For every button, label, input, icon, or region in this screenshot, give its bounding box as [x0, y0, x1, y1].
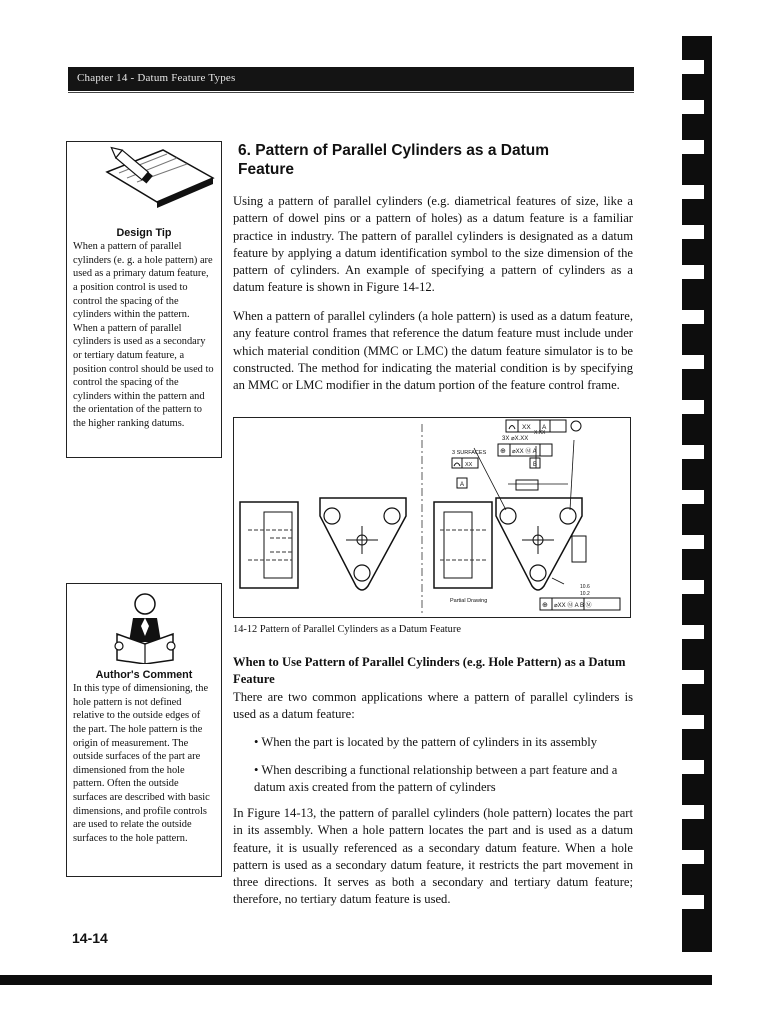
svg-text:⊕: ⊕ [542, 602, 548, 609]
binding-tab [674, 140, 704, 154]
binding-tab [674, 760, 704, 774]
pencil-drawing-icon [67, 142, 221, 222]
authors-comment-box [66, 583, 222, 877]
binding-tab [674, 580, 704, 594]
chapter-header-bar [68, 67, 634, 91]
binding-tab [674, 535, 704, 549]
datum-a-label: A [460, 482, 465, 488]
partial-drawing-label: Partial Drawing [450, 598, 488, 604]
page-number: 14-14 [72, 930, 108, 946]
binding-tab [674, 805, 704, 819]
design-tip-body: When a pattern of parallel cylinders (e. g. a hole pattern) are used as a primary datum feature, a position control is used to control the spacing of the cylinders within the pattern. When a pattern of parallel cylinders is used as a secondary or tertiary datum feature, a position control should be used to control the spacing of the cylinders within the pattern and the orientation of the pattern to the higher ranking datums. [73, 241, 214, 429]
hole-dim-a: 10.6 [580, 584, 590, 590]
design-tip-title: Design Tip [116, 226, 172, 239]
binding-tab [674, 400, 704, 414]
authors-comment-body: In this type of dimensioning, the hole pattern is not defined relative to the outside edges of the part. The hole pattern is the origin of measurement. The outside surfaces of the part are dimensioned from the hole pattern. Often the outside surfaces are described with basic dimensions, and profile controls are used to relate the outside surfaces to the hole pattern. [73, 683, 210, 844]
paragraph-applications: There are two common applications where a pattern of parallel cylinders is used as a datum feature: [233, 690, 633, 722]
binding-tab [674, 355, 704, 369]
pattern-dimension: 3X ⌀X.XX [502, 436, 529, 442]
bottom-edge-bar [0, 975, 712, 985]
paragraph-figure-14-13: In Figure 14-13, the pattern of parallel cylinders (hole pattern) locates the part in its assembly. When a hole pattern locates the part and is used as a datum feature, it is usually referenced as a secondary datum feature. When a hole pattern is used as a secondary datum feature, it restricts the part movement in three directions. It serves as both a secondary and tertiary datum feature; therefore, no tertiary datum feature is used. [233, 806, 633, 907]
triangle-plate-right [496, 498, 582, 590]
reader-with-book-icon [67, 584, 221, 664]
binding-tab [674, 265, 704, 279]
authors-comment-title: Author's Comment [95, 668, 193, 681]
subheading-when-to-use: When to Use Pattern of Parallel Cylinders (e.g. Hole Pattern) as a Datum Feature [233, 655, 626, 686]
paragraph-intro: Using a pattern of parallel cylinders (e.g. diametrical features of size, like a pattern of dowel pins or a pattern of holes) as a datum feature is a familiar practice in industry. The pattern of parallel cylinders is designated as a datum feature by applying a datum identification symbol to the size dimension of the pattern of cylinders. An example of specifying a pattern of cylinders as a datum feature is shown in Figure 14-12. [233, 194, 633, 295]
bullet-item: • When the part is located by the pattern of cylinders in its assembly [254, 735, 598, 749]
triangle-plate-left [320, 498, 406, 590]
binding-tab [674, 445, 704, 459]
binding-tab [674, 850, 704, 864]
binding-tab [674, 100, 704, 114]
section-title: 6. Pattern of Parallel Cylinders as a Datum Feature [238, 142, 549, 178]
header-rule [68, 92, 634, 93]
side-view-left [240, 502, 298, 588]
chapter-title: Chapter 14 - Datum Feature Types [77, 72, 236, 84]
binding-tab [674, 490, 704, 504]
binding-tab [674, 185, 704, 199]
figure-caption: 14-12 Pattern of Parallel Cylinders as a Datum Feature [233, 624, 461, 635]
figure-14-12 [233, 417, 631, 618]
datum-b-label: B [533, 462, 538, 468]
frame-position-bottom: ⌀XX Ⓜ A B Ⓜ [554, 603, 592, 609]
design-tip-box [66, 141, 222, 458]
frame-position-top: ⌀XX Ⓜ A [512, 449, 537, 455]
binding-tab [674, 310, 704, 324]
frame-profile-value: XX [522, 424, 531, 431]
svg-text:XX: XX [465, 462, 473, 468]
bullet-item: • When describing a functional relationship between a part feature and a datum axis created from the pattern of cylinders [254, 763, 618, 794]
surfaces-label: 3 SURFACES [452, 450, 487, 456]
hole-dim-b: 10.2 [580, 591, 590, 597]
binding-tab [674, 895, 704, 909]
svg-text:⊕: ⊕ [500, 448, 506, 455]
binding-tab [674, 625, 704, 639]
frame-profile-datum: A [542, 424, 547, 431]
binding-tab [674, 60, 704, 74]
pattern-tolerance: X.XX [534, 430, 546, 436]
binding-tab [674, 225, 704, 239]
technical-drawing [234, 418, 630, 617]
side-view-right [434, 502, 492, 588]
paragraph-material-condition: When a pattern of parallel cylinders (a hole pattern) is used as a datum feature, any feature control frames that reference the datum feature must include under which material condition (MMC or LMC) the datum feature simulator is to be constructed. The method for indicating the material condition is by specifying an MMC or LMC modifier in the datum portion of the feature control frame. [233, 309, 633, 393]
binding-tab [674, 670, 704, 684]
binding-tab [674, 715, 704, 729]
